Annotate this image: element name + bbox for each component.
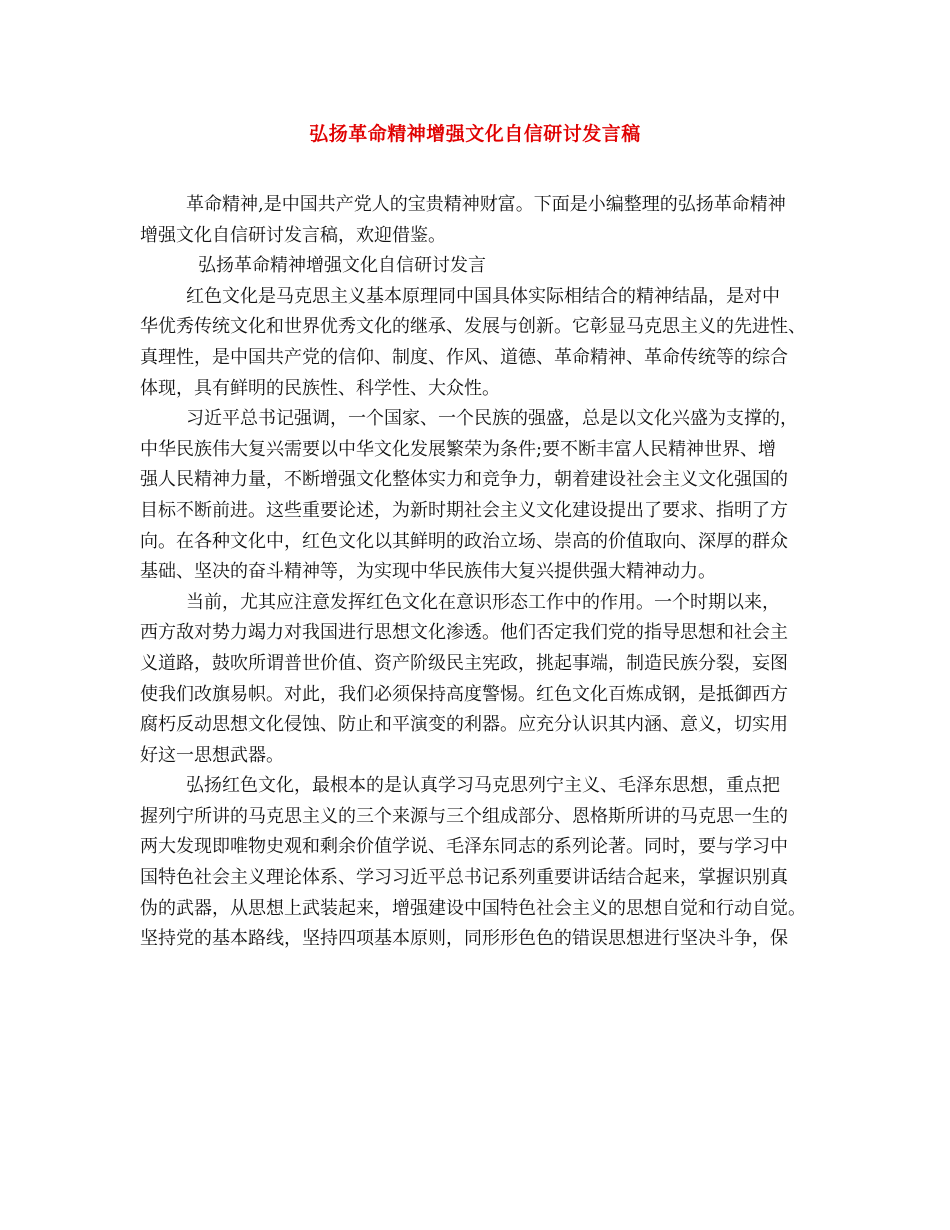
text-line: 目标不断前进。这些重要论述，为新时期社会主义文化建设提出了要求、指明了方 bbox=[140, 499, 788, 521]
text-line: 体现，具有鲜明的民族性、科学性、大众性。 bbox=[140, 377, 500, 399]
text-line: 当前，尤其应注意发挥红色文化在意识形态工作中的作用。一个时期以来， bbox=[186, 591, 780, 613]
text-line: 习近平总书记强调，一个国家、一个民族的强盛，总是以文化兴盛为支撑的， bbox=[186, 408, 798, 430]
text-line: 义道路，鼓吹所谓普世价值、资产阶级民主宪政，挑起事端，制造民族分裂，妄图 bbox=[140, 652, 788, 674]
text-line: 握列宁所讲的马克思主义的三个来源与三个组成部分、恩格斯所讲的马克思一生的 bbox=[140, 805, 788, 827]
text-line: 向。在各种文化中，红色文化以其鲜明的政治立场、崇高的价值取向、深厚的群众 bbox=[140, 530, 788, 552]
text-line: 华优秀传统文化和世界优秀文化的继承、发展与创新。它彰显马克思主义的先进性、 bbox=[140, 316, 806, 338]
document-body bbox=[140, 190, 830, 955]
text-line: 国特色社会主义理论体系、学习习近平总书记系列重要讲话结合起来，掌握识别真 bbox=[140, 867, 788, 889]
text-line: 坚持党的基本路线，坚持四项基本原则，同形形色色的错误思想进行坚决斗争，保 bbox=[140, 928, 788, 950]
text-line: 强人民精神力量，不断增强文化整体实力和竞争力，朝着建设社会主义文化强国的 bbox=[140, 469, 788, 491]
text-line: 基础、坚决的奋斗精神等，为实现中华民族伟大复兴提供强大精神动力。 bbox=[140, 561, 716, 583]
text-line: 好这一思想武器。 bbox=[140, 744, 284, 766]
section-heading: 弘扬革命精神增强文化自信研讨发言 bbox=[198, 255, 486, 277]
text-line: 弘扬红色文化，最根本的是认真学习马克思列宁主义、毛泽东思想，重点把 bbox=[186, 775, 780, 797]
text-line: 腐朽反动思想文化侵蚀、防止和平演变的利器。应充分认识其内涵、意义，切实用 bbox=[140, 714, 788, 736]
text-line: 两大发现即唯物史观和剩余价值学说、毛泽东同志的系列论著。同时，要与学习中 bbox=[140, 836, 788, 858]
text-line: 真理性，是中国共产党的信仰、制度、作风、道德、革命精神、革命传统等的综合 bbox=[140, 346, 788, 368]
text-line: 使我们改旗易帜。对此，我们必须保持高度警惕。红色文化百炼成钢，是抵御西方 bbox=[140, 683, 788, 705]
text-line: 西方敌对势力竭力对我国进行思想文化渗透。他们否定我们党的指导思想和社会主 bbox=[140, 622, 788, 644]
text-line: 中华民族伟大复兴需要以中华文化发展繁荣为条件;要不断丰富人民精神世界、增 bbox=[140, 438, 777, 460]
document-title: 弘扬革命精神增强文化自信研讨发言稿 bbox=[309, 123, 641, 145]
text-line: 伪的武器，从思想上武装起来，增强建设中国特色社会主义的思想自觉和行动自觉。 bbox=[140, 897, 806, 919]
text-line: 红色文化是马克思主义基本原理同中国具体实际相结合的精神结晶，是对中 bbox=[186, 285, 780, 307]
text-line: 增强文化自信研讨发言稿，欢迎借鉴。 bbox=[140, 224, 446, 246]
text-line: 革命精神,是中国共产党人的宝贵精神财富。下面是小编整理的弘扬革命精神 bbox=[186, 194, 786, 215]
